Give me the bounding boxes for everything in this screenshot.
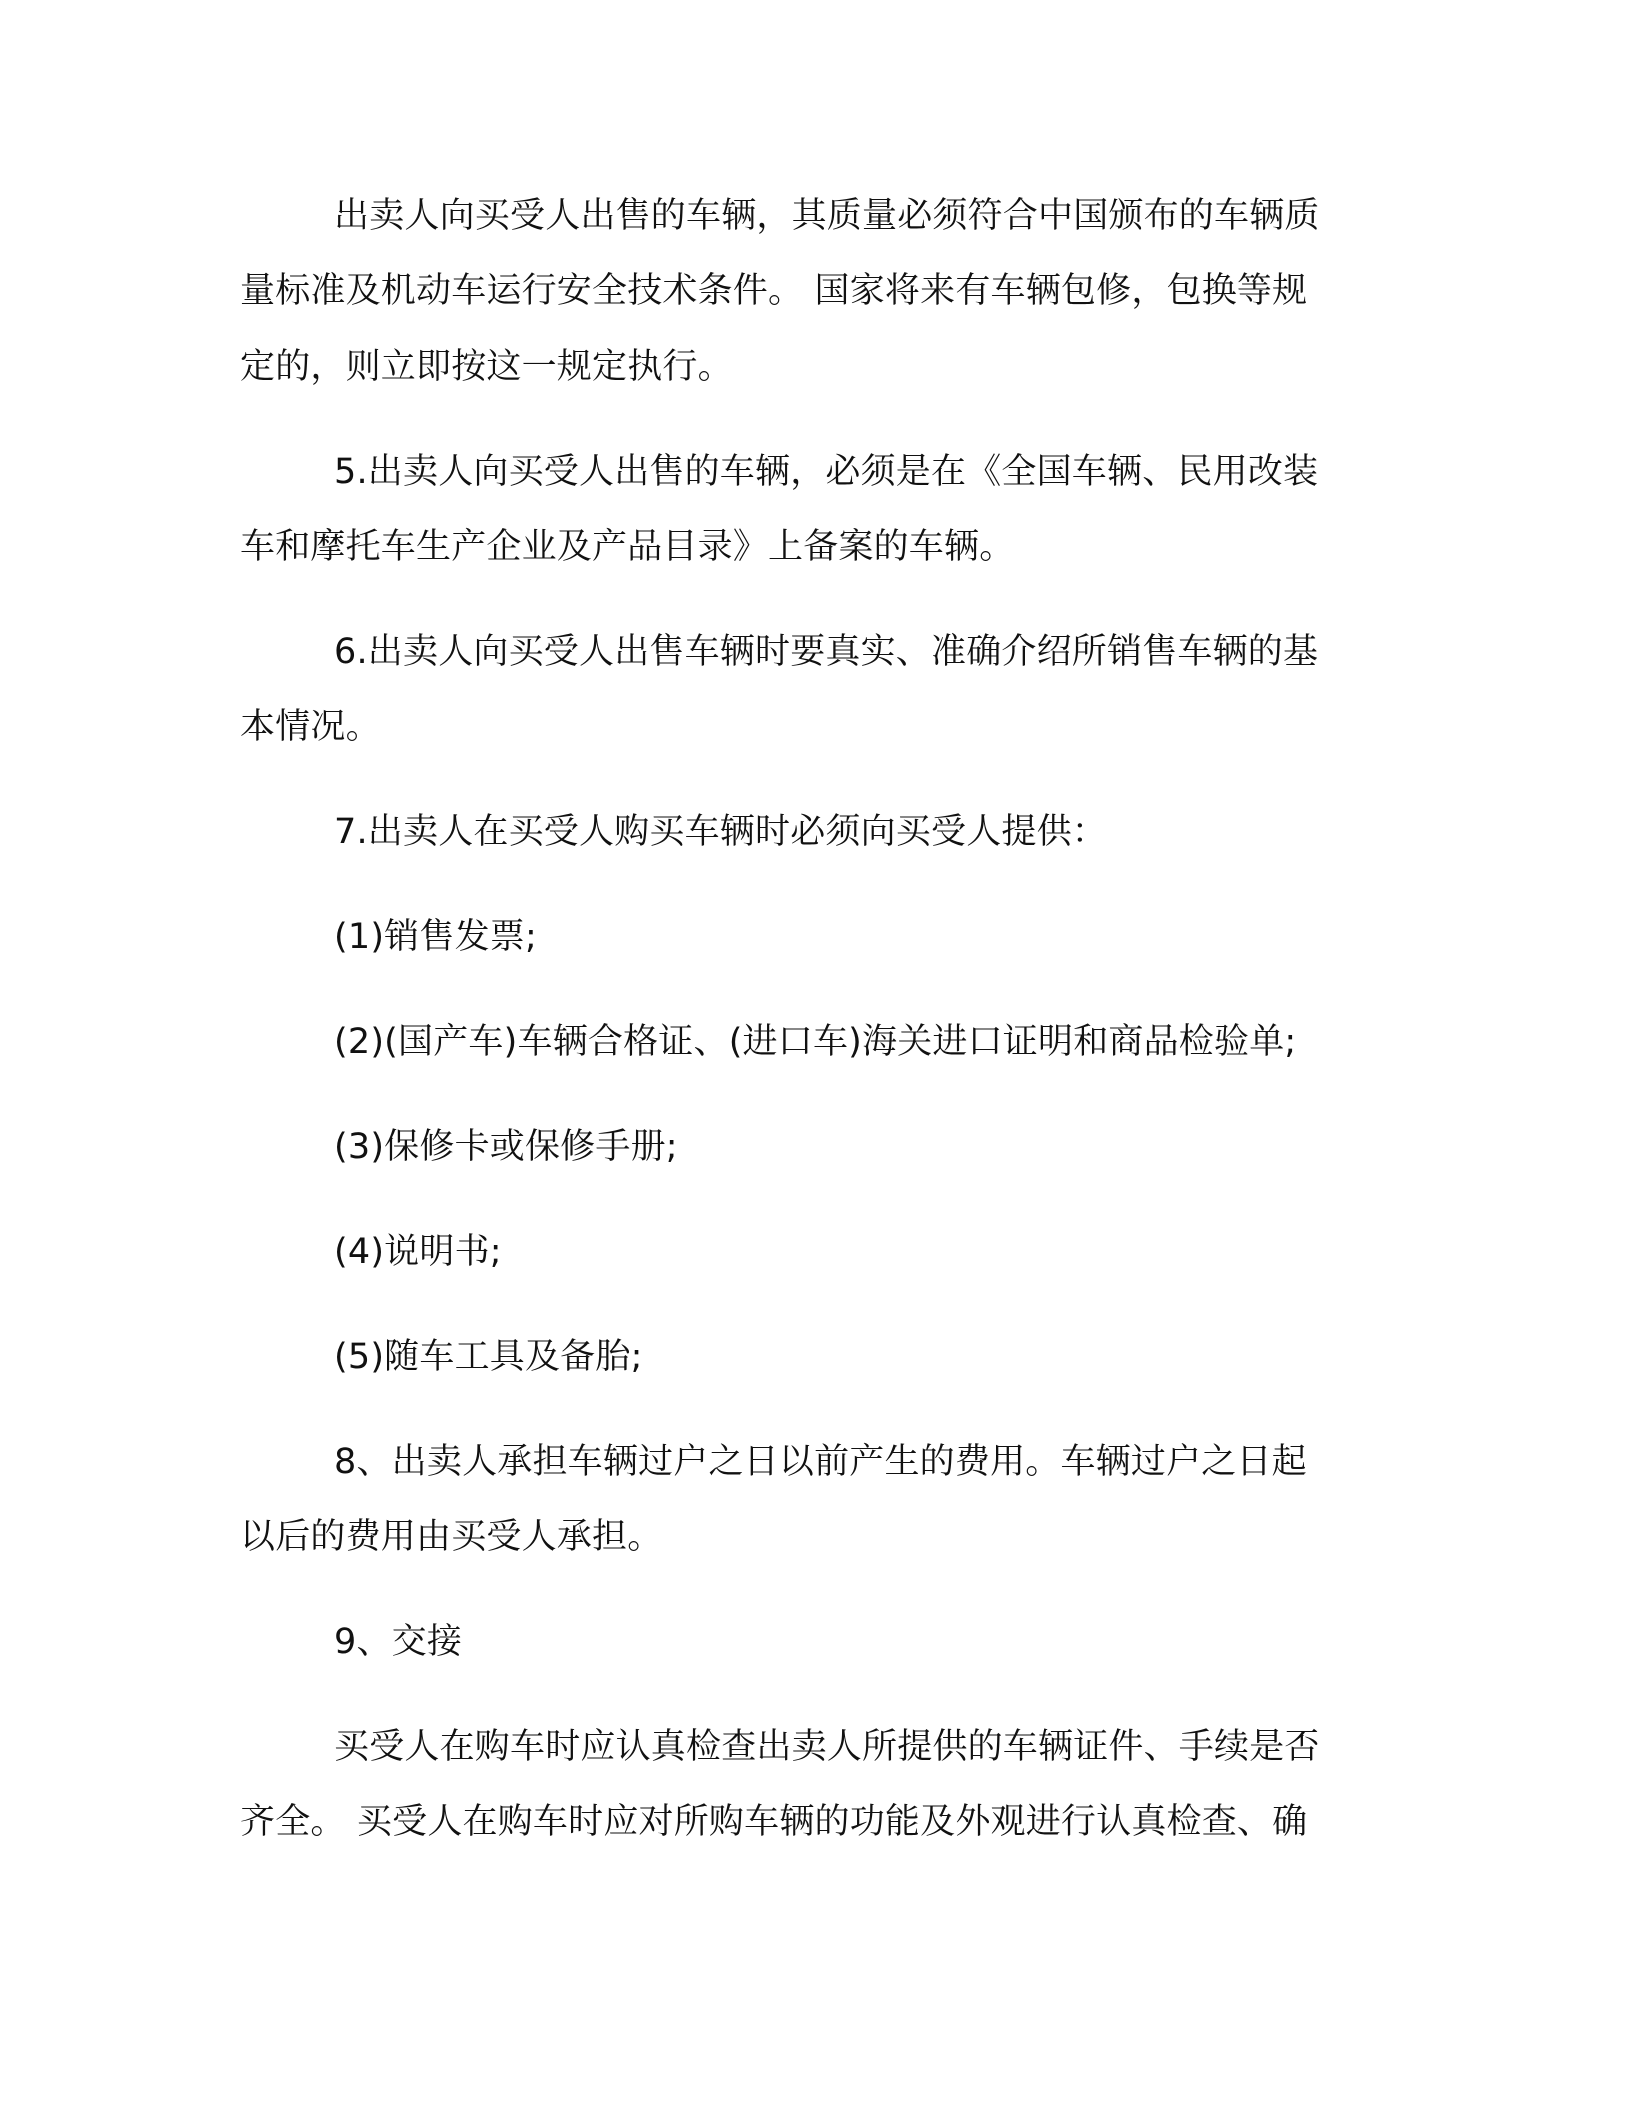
- text-line: 8、出卖人承担车辆过户之日以前产生的费用。车辆过户之日起: [334, 1442, 1307, 1482]
- text-line: 本情况。: [240, 707, 381, 747]
- text-line: 5.出卖人向买受人出售的车辆，必须是在《全国车辆、民用改装: [334, 452, 1319, 492]
- text-line: 定的，则立即按这一规定执行。: [240, 347, 733, 387]
- list-item: (2)(国产车)车辆合格证、(进口车)海关进口证明和商品检验单;: [334, 1022, 1297, 1062]
- text-line: 出卖人向买受人出售的车辆，其质量必须符合中国颁布的车辆质: [334, 196, 1320, 236]
- text-line: 买受人在购车时应认真检查出卖人所提供的车辆证件、手续是否: [334, 1727, 1320, 1767]
- list-item: (1)销售发票;: [334, 917, 537, 957]
- list-item: (3)保修卡或保修手册;: [334, 1127, 678, 1167]
- list-item: (5)随车工具及备胎;: [334, 1337, 643, 1377]
- text-line: 车和摩托车生产企业及产品目录》上备案的车辆。: [240, 527, 1015, 567]
- section-heading: 9、交接: [334, 1622, 463, 1662]
- text-line: 齐全。 买受人在购车时应对所购车辆的功能及外观进行认真检查、确: [240, 1802, 1308, 1842]
- list-item: (4)说明书;: [334, 1232, 502, 1272]
- text-line: 6.出卖人向买受人出售车辆时要真实、准确介绍所销售车辆的基: [334, 632, 1319, 672]
- text-line: 7.出卖人在买受人购买车辆时必须向买受人提供：: [334, 812, 1107, 852]
- text-line: 量标准及机动车运行安全技术条件。 国家将来有车辆包修，包换等规: [240, 271, 1308, 311]
- text-line: 以后的费用由买受人承担。: [240, 1517, 663, 1557]
